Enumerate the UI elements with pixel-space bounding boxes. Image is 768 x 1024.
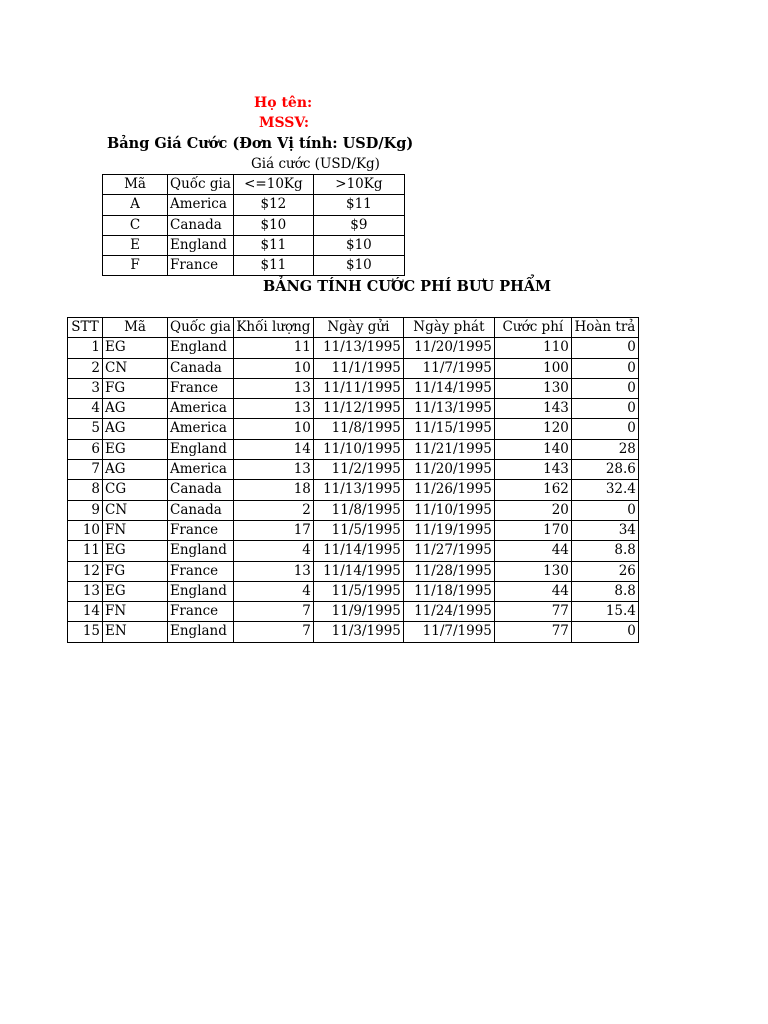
table-cell: 13 bbox=[233, 561, 313, 581]
ho-ten-label: Họ tên: bbox=[254, 95, 313, 111]
table-cell: Canada bbox=[168, 500, 234, 520]
table-cell: 18 bbox=[233, 480, 313, 500]
table-cell: $9 bbox=[313, 215, 404, 235]
table-cell: 44 bbox=[494, 541, 571, 561]
table-cell: 140 bbox=[494, 439, 571, 459]
table-cell: 143 bbox=[494, 460, 571, 480]
table-cell: FN bbox=[103, 602, 168, 622]
table-cell: 4 bbox=[233, 581, 313, 601]
table-cell: 11/19/1995 bbox=[403, 520, 494, 540]
table-row bbox=[68, 378, 639, 398]
rate-table-title: Bảng Giá Cước (Đơn Vị tính: USD/Kg) bbox=[107, 135, 414, 152]
table-cell: France bbox=[168, 520, 234, 540]
table-cell: 0 bbox=[571, 622, 638, 642]
table-cell: 11/13/1995 bbox=[313, 480, 403, 500]
table-cell: 11/20/1995 bbox=[403, 460, 494, 480]
table-cell: EG bbox=[103, 338, 168, 358]
table-cell: 0 bbox=[571, 399, 638, 419]
table-row bbox=[103, 195, 405, 215]
table-cell: AG bbox=[103, 419, 168, 439]
main-column-header: Khối lượng bbox=[233, 318, 313, 338]
table-cell: America bbox=[168, 460, 234, 480]
table-row bbox=[68, 561, 639, 581]
table-cell: 11/21/1995 bbox=[403, 439, 494, 459]
table-cell: 7 bbox=[233, 602, 313, 622]
table-row bbox=[68, 602, 639, 622]
table-cell: 9 bbox=[68, 500, 103, 520]
table-cell: $10 bbox=[233, 215, 313, 235]
table-cell: $12 bbox=[233, 195, 313, 215]
table-cell: 0 bbox=[571, 419, 638, 439]
table-cell: 10 bbox=[233, 419, 313, 439]
table-cell: England bbox=[168, 338, 234, 358]
table-cell: 6 bbox=[68, 439, 103, 459]
main-table-header-row bbox=[68, 318, 639, 338]
table-row bbox=[103, 215, 405, 235]
table-cell: 4 bbox=[233, 541, 313, 561]
table-cell: France bbox=[168, 256, 234, 276]
table-cell: 0 bbox=[571, 358, 638, 378]
table-cell: 0 bbox=[571, 338, 638, 358]
table-cell: 3 bbox=[68, 378, 103, 398]
table-cell: $10 bbox=[313, 235, 404, 255]
table-cell: 77 bbox=[494, 622, 571, 642]
table-cell: Canada bbox=[168, 215, 234, 235]
table-cell: 11/5/1995 bbox=[313, 581, 403, 601]
table-row bbox=[103, 235, 405, 255]
table-cell: EG bbox=[103, 541, 168, 561]
table-cell: 130 bbox=[494, 378, 571, 398]
table-row bbox=[68, 338, 639, 358]
table-row bbox=[68, 419, 639, 439]
table-cell: 28.6 bbox=[571, 460, 638, 480]
table-cell: 162 bbox=[494, 480, 571, 500]
table-cell: France bbox=[168, 602, 234, 622]
table-cell: 11/27/1995 bbox=[403, 541, 494, 561]
table-cell: C bbox=[103, 215, 168, 235]
table-cell: 11/7/1995 bbox=[403, 358, 494, 378]
table-cell: 11/1/1995 bbox=[313, 358, 403, 378]
table-cell: 11/24/1995 bbox=[403, 602, 494, 622]
table-cell: 100 bbox=[494, 358, 571, 378]
table-row bbox=[68, 439, 639, 459]
table-cell: CN bbox=[103, 358, 168, 378]
table-cell: 13 bbox=[68, 581, 103, 601]
table-cell: 11/15/1995 bbox=[403, 419, 494, 439]
table-cell: 2 bbox=[233, 500, 313, 520]
table-row bbox=[68, 541, 639, 561]
table-row bbox=[68, 399, 639, 419]
rate-column-header: Mã bbox=[103, 175, 168, 195]
main-column-header: Ngày gửi bbox=[313, 318, 403, 338]
table-cell: 4 bbox=[68, 399, 103, 419]
main-column-header: Mã bbox=[103, 318, 168, 338]
table-cell: 5 bbox=[68, 419, 103, 439]
table-cell: 26 bbox=[571, 561, 638, 581]
table-cell: 11/20/1995 bbox=[403, 338, 494, 358]
table-cell: 11/8/1995 bbox=[313, 419, 403, 439]
table-cell: 11/14/1995 bbox=[313, 561, 403, 581]
table-cell: $11 bbox=[233, 235, 313, 255]
table-cell: 11/13/1995 bbox=[403, 399, 494, 419]
table-cell: AG bbox=[103, 460, 168, 480]
table-cell: EG bbox=[103, 581, 168, 601]
table-cell: 11/9/1995 bbox=[313, 602, 403, 622]
rate-table-header-row bbox=[103, 175, 405, 195]
table-cell: 11/11/1995 bbox=[313, 378, 403, 398]
table-cell: England bbox=[168, 235, 234, 255]
table-cell: 0 bbox=[571, 378, 638, 398]
table-cell: England bbox=[168, 622, 234, 642]
table-cell: FN bbox=[103, 520, 168, 540]
table-cell: 11/12/1995 bbox=[313, 399, 403, 419]
table-cell: 11/3/1995 bbox=[313, 622, 403, 642]
table-cell: A bbox=[103, 195, 168, 215]
rate-column-header: Quốc gia bbox=[168, 175, 234, 195]
table-cell: 34 bbox=[571, 520, 638, 540]
table-cell: 15.4 bbox=[571, 602, 638, 622]
table-cell: 11/18/1995 bbox=[403, 581, 494, 601]
table-cell: $10 bbox=[313, 256, 404, 276]
table-cell: 32.4 bbox=[571, 480, 638, 500]
table-cell: 14 bbox=[68, 602, 103, 622]
table-cell: America bbox=[168, 399, 234, 419]
table-cell: 1 bbox=[68, 338, 103, 358]
table-row bbox=[68, 480, 639, 500]
table-cell: E bbox=[103, 235, 168, 255]
table-cell: F bbox=[103, 256, 168, 276]
main-table-title: BẢNG TÍNH CƯỚC PHÍ BƯU PHẨM bbox=[263, 278, 552, 295]
table-cell: 11/14/1995 bbox=[403, 378, 494, 398]
table-cell: 11/10/1995 bbox=[313, 439, 403, 459]
table-cell: 11/13/1995 bbox=[313, 338, 403, 358]
table-cell: 11/2/1995 bbox=[313, 460, 403, 480]
table-cell: 8.8 bbox=[571, 541, 638, 561]
main-column-header: STT bbox=[68, 318, 103, 338]
rate-column-header: <=10Kg bbox=[233, 175, 313, 195]
table-cell: England bbox=[168, 439, 234, 459]
table-cell: 20 bbox=[494, 500, 571, 520]
table-cell: 10 bbox=[68, 520, 103, 540]
table-cell: 7 bbox=[233, 622, 313, 642]
table-cell: 15 bbox=[68, 622, 103, 642]
table-cell: 8.8 bbox=[571, 581, 638, 601]
table-row bbox=[68, 581, 639, 601]
main-column-header: Cước phí bbox=[494, 318, 571, 338]
table-cell: 0 bbox=[571, 500, 638, 520]
table-cell: 11 bbox=[233, 338, 313, 358]
table-cell: 14 bbox=[233, 439, 313, 459]
table-row bbox=[68, 622, 639, 642]
table-cell: America bbox=[168, 419, 234, 439]
main-column-header: Hoàn trả bbox=[571, 318, 638, 338]
table-cell: 8 bbox=[68, 480, 103, 500]
table-cell: 12 bbox=[68, 561, 103, 581]
rate-column-header: >10Kg bbox=[313, 175, 404, 195]
table-row bbox=[68, 500, 639, 520]
table-cell: Canada bbox=[168, 480, 234, 500]
table-row bbox=[103, 256, 405, 276]
main-column-header: Quốc gia bbox=[168, 318, 234, 338]
rate-table bbox=[102, 174, 405, 276]
table-cell: 11 bbox=[68, 541, 103, 561]
table-cell: 11/28/1995 bbox=[403, 561, 494, 581]
table-cell: 11/8/1995 bbox=[313, 500, 403, 520]
table-cell: FG bbox=[103, 561, 168, 581]
table-cell: France bbox=[168, 561, 234, 581]
table-cell: 11/26/1995 bbox=[403, 480, 494, 500]
table-cell: England bbox=[168, 581, 234, 601]
table-row bbox=[68, 358, 639, 378]
table-cell: 120 bbox=[494, 419, 571, 439]
table-cell: AG bbox=[103, 399, 168, 419]
table-cell: 143 bbox=[494, 399, 571, 419]
table-cell: France bbox=[168, 378, 234, 398]
table-cell: 11/10/1995 bbox=[403, 500, 494, 520]
table-cell: 13 bbox=[233, 399, 313, 419]
table-cell: 10 bbox=[233, 358, 313, 378]
table-cell: EG bbox=[103, 439, 168, 459]
table-cell: 13 bbox=[233, 378, 313, 398]
main-column-header: Ngày phát bbox=[403, 318, 494, 338]
table-cell: 17 bbox=[233, 520, 313, 540]
table-cell: England bbox=[168, 541, 234, 561]
table-cell: $11 bbox=[233, 256, 313, 276]
table-row bbox=[68, 520, 639, 540]
table-cell: 77 bbox=[494, 602, 571, 622]
table-cell: America bbox=[168, 195, 234, 215]
table-cell: 110 bbox=[494, 338, 571, 358]
table-cell: 2 bbox=[68, 358, 103, 378]
table-row bbox=[68, 460, 639, 480]
table-cell: 170 bbox=[494, 520, 571, 540]
table-cell: 44 bbox=[494, 581, 571, 601]
main-table bbox=[67, 317, 639, 643]
table-cell: $11 bbox=[313, 195, 404, 215]
table-cell: 11/5/1995 bbox=[313, 520, 403, 540]
table-cell: CG bbox=[103, 480, 168, 500]
table-cell: 11/14/1995 bbox=[313, 541, 403, 561]
table-cell: Canada bbox=[168, 358, 234, 378]
table-cell: 11/7/1995 bbox=[403, 622, 494, 642]
table-cell: 13 bbox=[233, 460, 313, 480]
table-cell: 28 bbox=[571, 439, 638, 459]
rate-table-subheader: Giá cước (USD/Kg) bbox=[251, 156, 380, 172]
mssv-label: MSSV: bbox=[259, 115, 310, 131]
table-cell: 7 bbox=[68, 460, 103, 480]
table-cell: 130 bbox=[494, 561, 571, 581]
table-cell: CN bbox=[103, 500, 168, 520]
table-cell: FG bbox=[103, 378, 168, 398]
table-cell: EN bbox=[103, 622, 168, 642]
